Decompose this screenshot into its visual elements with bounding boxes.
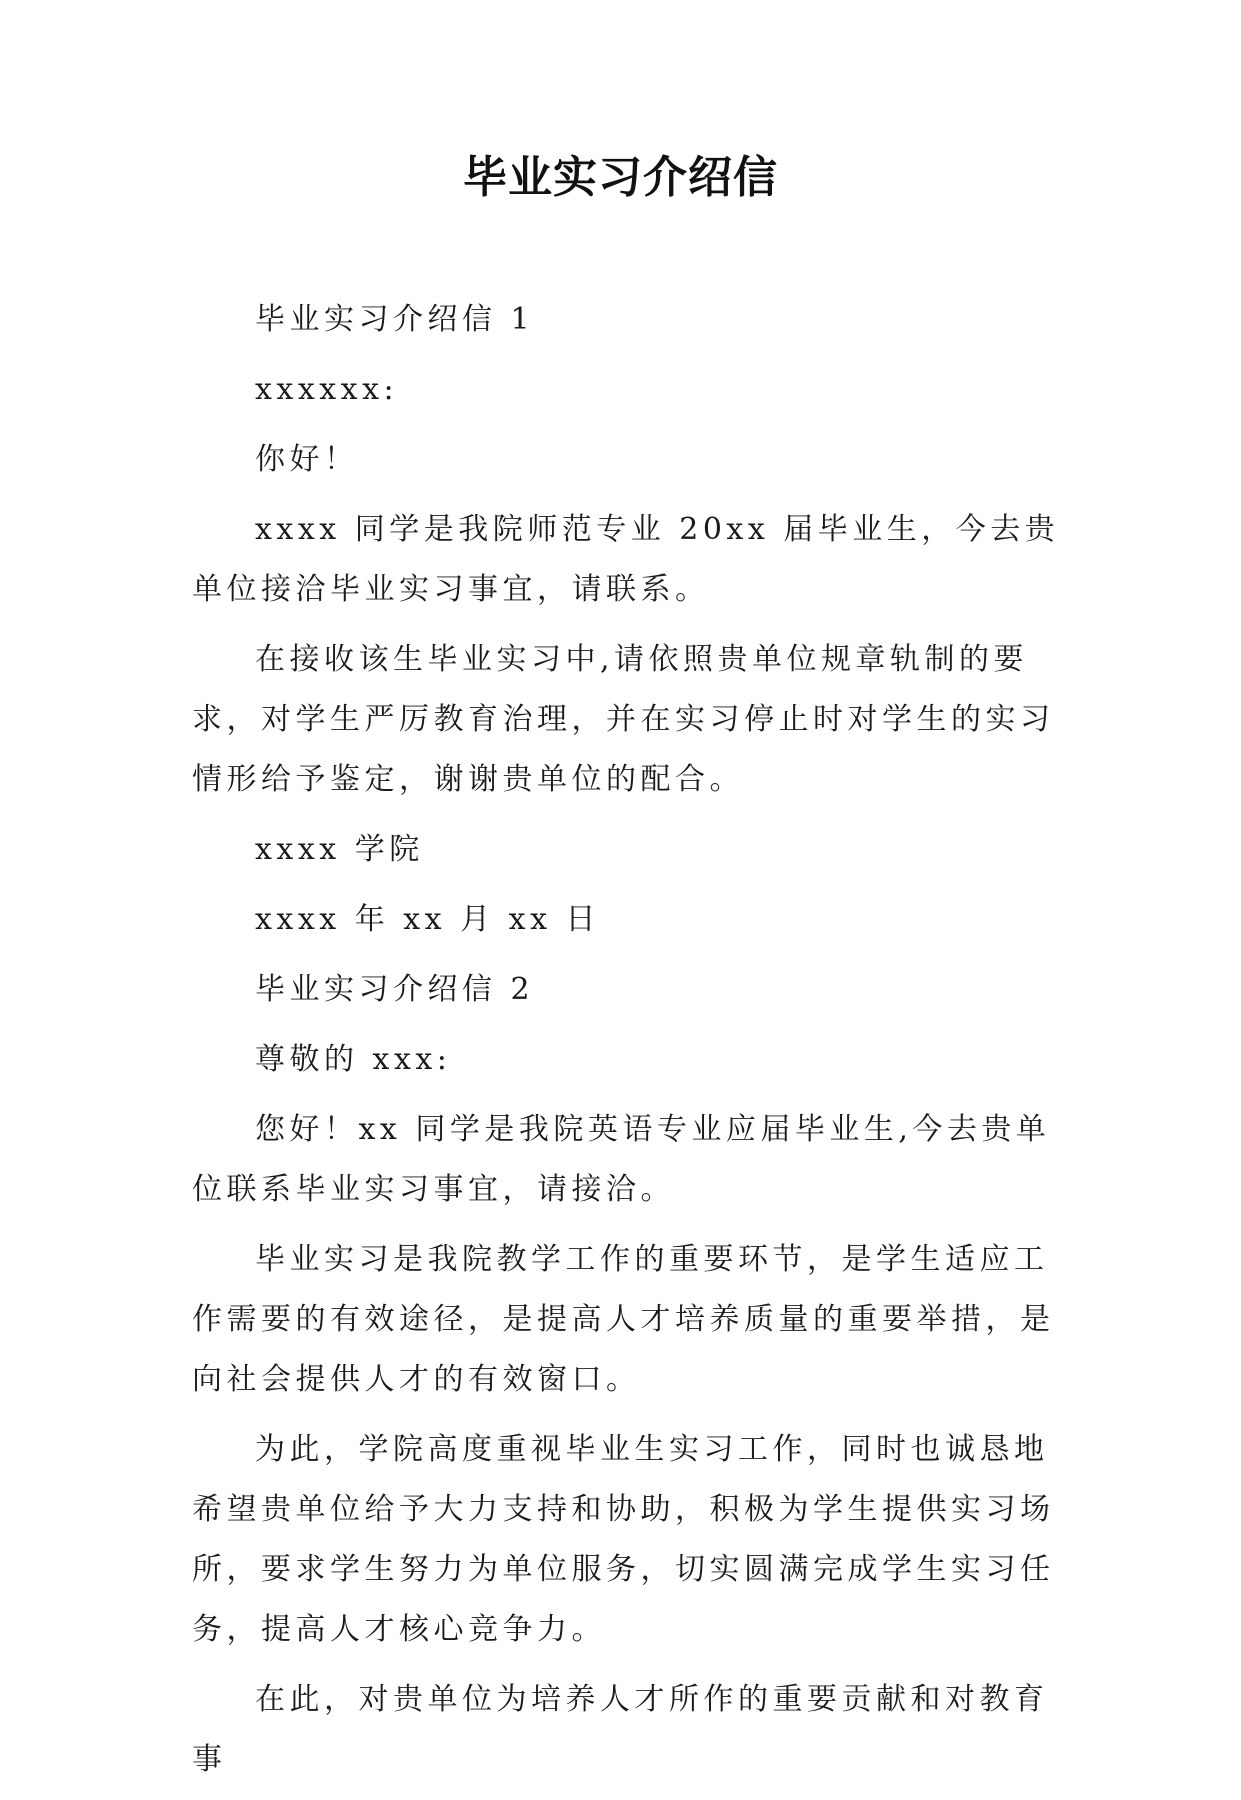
letter-2-heading: 毕业实习介绍信 2: [255, 972, 535, 1007]
document-title: 毕业实习介绍信: [463, 152, 778, 203]
letter-2-recipient: 尊敬的 xxx:: [255, 1042, 452, 1077]
letter-1-paragraph: xxxx 同学是我院师范专业 20xx 届毕业生，今去贵单位接洽毕业实习事宜，请联系。: [192, 512, 1060, 607]
letter-1-heading: 毕业实习介绍信 1: [255, 302, 535, 337]
letter-2-paragraph: 为此，学院高度重视毕业生实习工作，同时也诚恳地希望贵单位给予大力支持和协助，积极为学生提供实习场所，要求学生努力为单位服务，切实圆满完成学生实习任务，提高人才核心竞争力。: [192, 1432, 1055, 1647]
letter-1-greeting: 你好！: [255, 442, 359, 477]
letter-2-paragraph: 在此，对贵单位为培养人才所作的重要贡献和对教育事: [192, 1682, 1049, 1777]
letter-1-date: xxxx 年 xx 月 xx 日: [255, 902, 601, 937]
document-body: [192, 290, 1060, 1800]
letter-1-signature: xxxx 学院: [255, 832, 424, 867]
letter-1-recipient: xxxxxx:: [255, 372, 399, 407]
letter-2-paragraph: 毕业实习是我院教学工作的重要环节，是学生适应工作需要的有效途径，是提高人才培养质量的重要举措，是向社会提供人才的有效窗口。: [192, 1242, 1055, 1397]
letter-1-paragraph: 在接收该生毕业实习中,请依照贵单位规章轨制的要求，对学生严厉教育治理，并在实习停止时对学生的实习情形给予鉴定，谢谢贵单位的配合。: [192, 642, 1055, 797]
letter-2-paragraph: 您好！xx 同学是我院英语专业应届毕业生,今去贵单位联系毕业实习事宜，请接洽。: [192, 1112, 1051, 1207]
